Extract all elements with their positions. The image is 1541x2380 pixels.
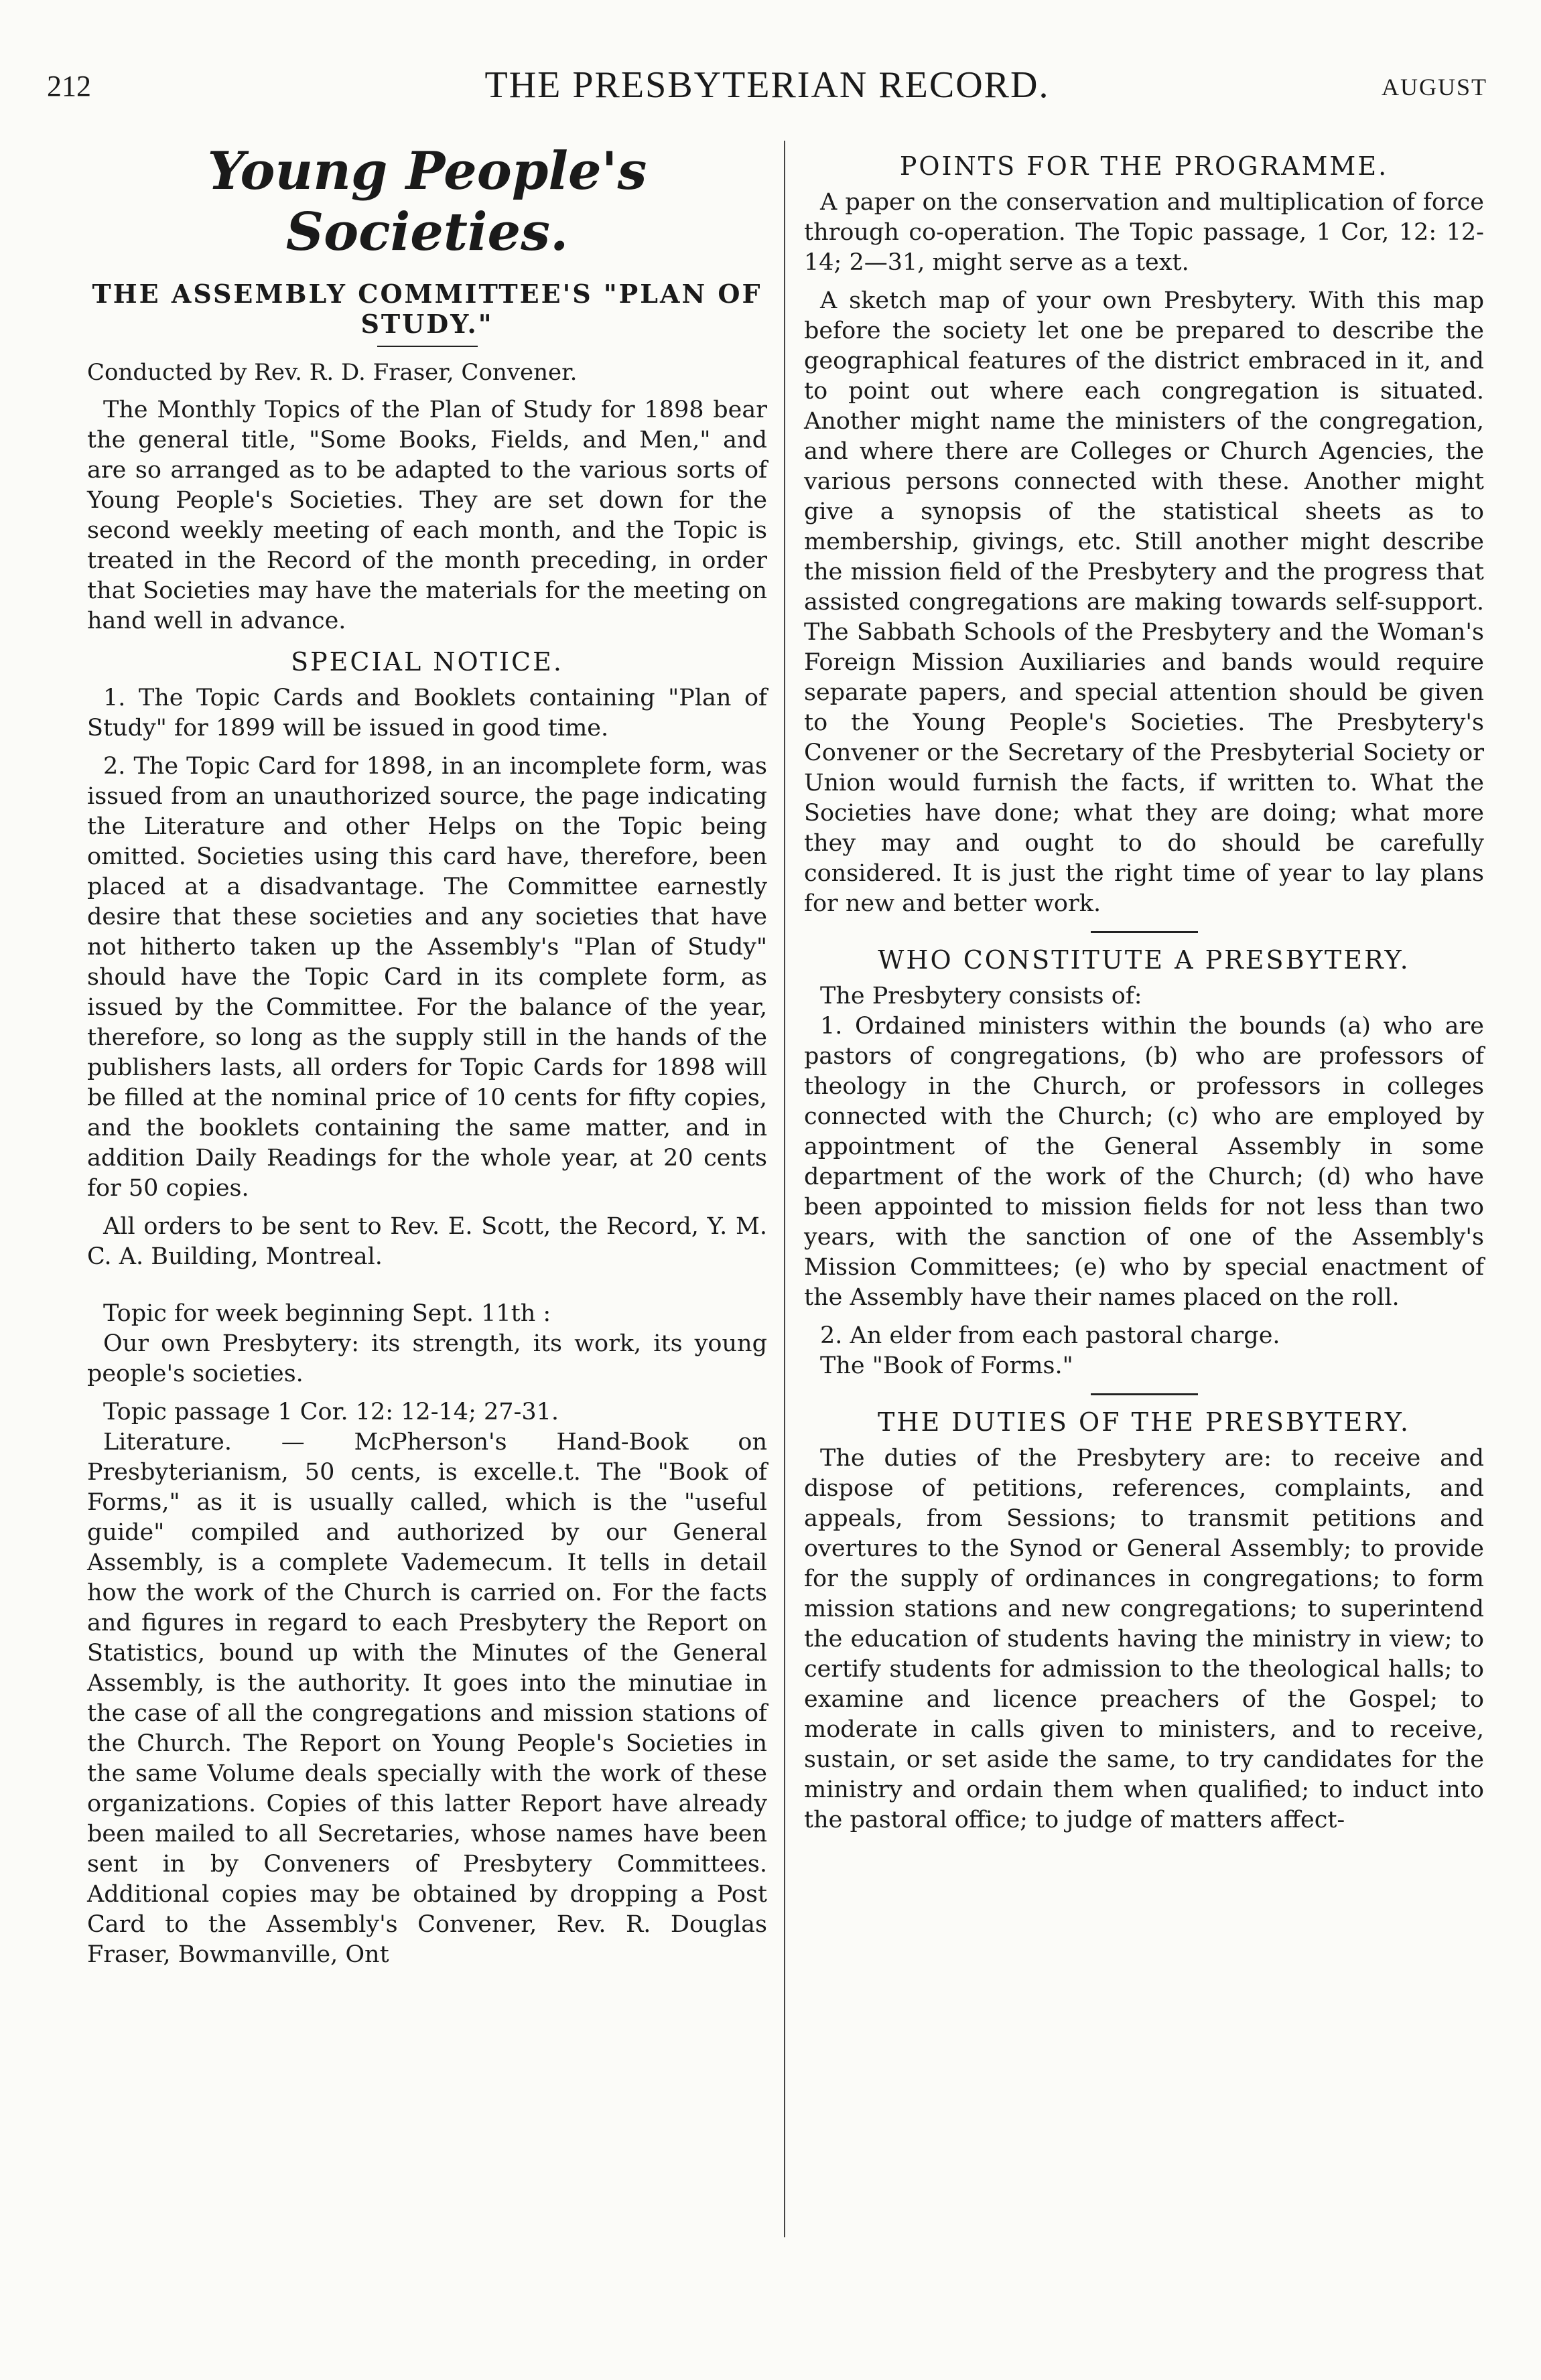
section-title-who-constitute: WHO CONSTITUTE A PRESBYTERY. (878, 945, 1410, 975)
section-title-special-notice: SPECIAL NOTICE. (291, 647, 563, 677)
paragraph-monthly-topics: The Monthly Topics of the Plan of Study for 1898 bear the general title, "Some Books, Fields, and Men," and are so arranged as to be adapted to the various sorts of Young People's Societies. They are set down for the second weekly meeting of each month, and the Topic is treated in the Record of the month preceding, in order that Societies may have the materials for the meeting on hand well in advance. (87, 397, 767, 634)
topic-passage: Topic passage 1 Cor. 12: 12-14; 27-31. (103, 1399, 559, 1425)
section-title-duties: THE DUTIES OF THE PRESBYTERY. (878, 1407, 1410, 1437)
orders-address: All orders to be sent to Rev. E. Scott, the Record, Y. M. C. A. Building, Montreal. (87, 1213, 767, 1270)
who-intro: The Presbytery consists of: (820, 983, 1142, 1009)
byline: Conducted by Rev. R. D. Fraser, Convener. (87, 359, 578, 386)
notice-item-1: 1. The Topic Cards and Booklets containing "Plan of Study" for 1899 will be issued in good time. (87, 685, 767, 742)
title-rule (377, 346, 478, 347)
left-column (87, 141, 767, 1978)
who-item-1: 1. Ordained ministers within the bounds (a) who are pastors of congregations, (b) who are professors of theology in the Church, or professors in colleges connected with the Church; (c) who are employed by appointment of the General Assembly in some department of the work of the Church; (d) who have been appointed to mission fields for not less than two years, with the sanction of one of the Assembly's Mission Committees; (e) who by special enactment of the Assembly have their names placed on the roll. (804, 1013, 1484, 1311)
section-masthead: Young People's Societies. (207, 141, 647, 263)
points-paragraph-1: A paper on the conservation and multiplication of force through co-operation. The Topic passage, 1 Cor, 12: 12-14; 2—31, might serve as a text. (804, 189, 1484, 276)
topic-subject: Our own Presbytery: its strength, its work, its young people's societies. (87, 1330, 767, 1387)
section-title-plan-of-study: THE ASSEMBLY COMMITTEE'S "PLAN OF STUDY." (92, 279, 762, 339)
section-rule (1091, 931, 1198, 933)
literature-paragraph: Literature. — McPherson's Hand-Book on Presbyterianism, 50 cents, is excelle.t. The "Book of Forms," as it is usually called, which is the "useful guide" compiled and authorized by our General Assembly, is a complete Vademecum. It tells in detail how the work of the Church is carried on. For the facts and figures in regard to each Presbytery the Report on Statistics, bound up with the Minutes of the General Assembly, is the authority. It goes into the minutiae in the case of all the congregations and mission stations of the Church. The Report on Young People's Societies in the same Volume deals specially with the work of these organizations. Copies of this latter Report have already been mailed to all Secretaries, whose names have been sent in by Conveners of Presbytery Committees. Additional copies may be obtained by dropping a Post Card to the Assembly's Convener, Rev. R. Douglas Fraser, Bowmanville, Ont (87, 1429, 767, 1968)
page-header (47, 57, 1487, 117)
publication-title: THE PRESBYTERIAN RECORD. (484, 64, 1050, 106)
points-paragraph-2: A sketch map of your own Presbytery. With this map before the society let one be prepared to describe the geographical features of the district embraced in it, and to point out where each congregation is situated. Another might name the ministers of the congregation, and where there are Colleges or Church Agencies, the various persons connected with these. Another might give a synopsis of the statistical sheets as to membership, givings, etc. Still another might describe the mission field of the Presbytery and the progress that assisted congregations are making towards self-support. The Sabbath Schools of the Presbytery and the Woman's Foreign Mission Auxiliaries and bands would require separate papers, and special attention should be given to the Young People's Societies. The Presbytery's Convener or the Secretary of the Presbyterial Society or Union would furnish the facts, if written to. What the Societies have done; what they are doing; what more they may and ought to do should be carefully considered. It is just the right time of year to lay plans for new and better work. (804, 287, 1484, 917)
section-title-points: POINTS FOR THE PROGRAMME. (899, 151, 1389, 181)
page-number: 212 (47, 70, 91, 102)
spacer (87, 1280, 767, 1299)
duties-paragraph: The duties of the Presbytery are: to receive and dispose of petitions, references, complaints, and appeals, from Sessions; to transmit petitions and overtures to the Synod or General Assembly; to provide for the supply of ordinances in congregations; to form mission stations and new congregations; to superintend the education of students having the ministry in view; to certify students for admission to the theological halls; to examine and licence preachers of the Gospel; to moderate in calls given to ministers, and to receive, sustain, or set aside the same, to try candidates for the ministry and ordain them when qualified; to induct into the pastoral office; to judge of matters affect- (804, 1445, 1484, 1833)
issue-month: AUGUST (1381, 74, 1487, 100)
column-divider (784, 141, 785, 2237)
notice-item-2: 2. The Topic Card for 1898, in an incomplete form, was issued from an unauthorized source, the page indicating the Literature and other Helps on the Topic being omitted. Societies using this card have, therefore, been placed at a disadvantage. The Committee earnestly desire that these societies and any societies that have not hitherto taken up the Assembly's "Plan of Study" should have the Topic Card in its complete form, as issued by the Committee. For the balance of the year, therefore, so long as the supply still in the hands of the publishers lasts, all orders for Topic Cards for 1898 will be filled at the nominal price of 10 cents for fifty copies, and the booklets containing the same matter, and in addition Daily Readings for the whole year, at 20 cents for 50 copies. (87, 753, 767, 1202)
section-rule (1091, 1393, 1198, 1395)
topic-week: Topic for week beginning Sept. 11th : (103, 1300, 551, 1327)
who-source: The "Book of Forms." (820, 1352, 1073, 1379)
right-column (804, 141, 1484, 1843)
who-item-2: 2. An elder from each pastoral charge. (820, 1322, 1280, 1349)
